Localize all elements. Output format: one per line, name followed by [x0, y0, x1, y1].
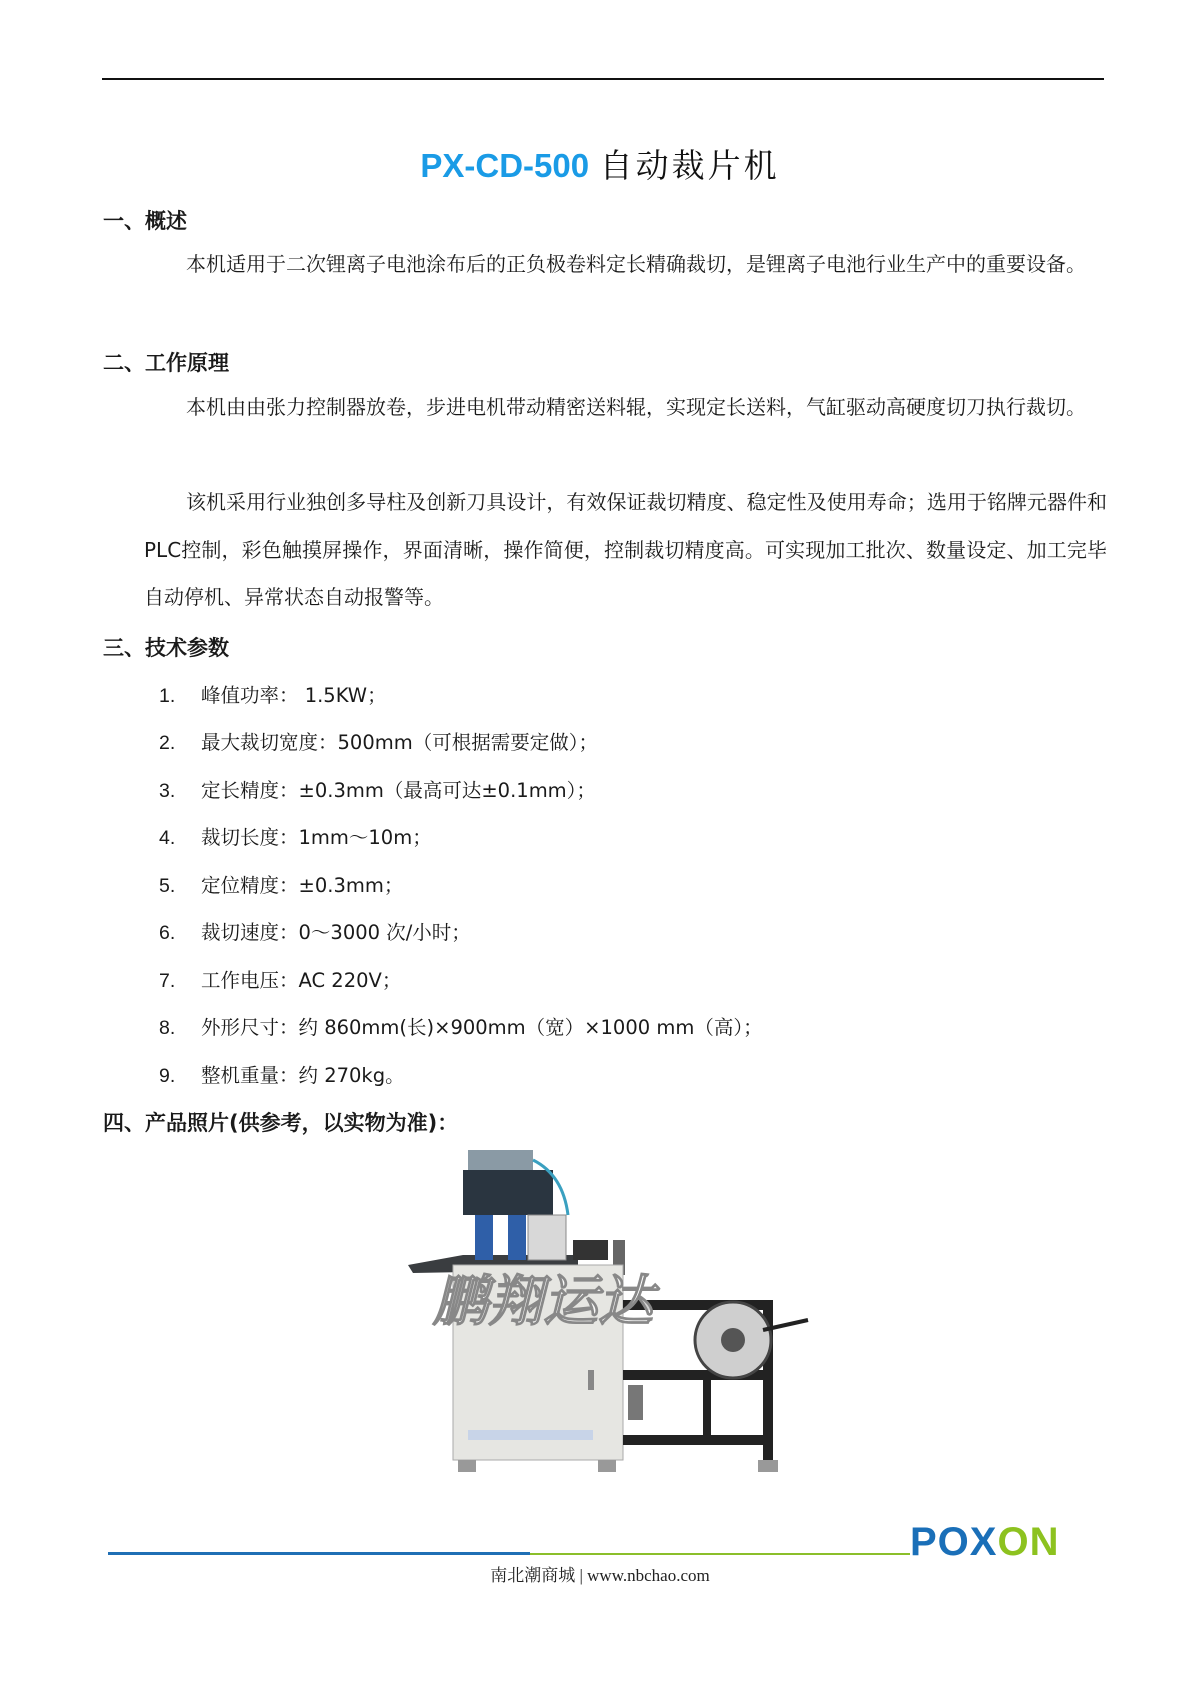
logo-part-green: ON	[997, 1520, 1060, 1564]
spec-text: 定长精度：±0.3mm（最高可达±0.1mm）；	[201, 779, 596, 802]
spec-num: 2.	[159, 732, 176, 754]
section-heading-overview: 一、概述	[103, 209, 187, 233]
principle-paragraph-1: 本机由由张力控制器放卷，步进电机带动精密送料辊，实现定长送料，气缸驱动高硬度切刀执行裁切。	[186, 395, 1086, 419]
principle-paragraph-2: 该机采用行业独创多导柱及创新刀具设计，有效保证裁切精度、稳定性及使用寿命；选用于铭牌元器件和PLC控制，彩色触摸屏操作，界面清晰，操作简便，控制裁切精度高。可实现加工批次、数量设定、加工完毕自动停机、异常状态自动报警等。	[144, 490, 1107, 609]
spec-num: 5.	[159, 875, 176, 897]
logo-part-blue: POX	[910, 1520, 998, 1564]
spec-text: 定位精度：±0.3mm；	[201, 874, 404, 897]
section-heading-principle: 二、工作原理	[103, 351, 229, 375]
spec-text: 峰值功率： 1.5KW；	[201, 684, 387, 707]
title-name: 自动裁片机	[599, 146, 780, 185]
header-rule	[102, 78, 1104, 80]
spec-item	[159, 965, 401, 993]
spec-text: 裁切长度：1mm～10m；	[201, 826, 432, 849]
spec-item	[159, 822, 432, 850]
footer-rule-green	[530, 1553, 910, 1555]
spec-item	[159, 680, 387, 708]
spec-item	[159, 727, 598, 755]
photo-watermark: 鹏翔运达	[433, 1269, 654, 1333]
spec-num: 7.	[159, 970, 176, 992]
spec-item	[159, 917, 471, 945]
spec-item	[159, 1012, 763, 1040]
spec-num: 6.	[159, 922, 176, 944]
product-photo	[403, 1145, 818, 1500]
spec-num: 4.	[159, 827, 176, 849]
spec-text: 整机重量：约 270kg。	[201, 1064, 405, 1087]
title-model: PX-CD-500	[420, 147, 590, 184]
overview-paragraph: 本机适用于二次锂离子电池涂布后的正负极卷料定长精确裁切，是锂离子电池行业生产中的重要设备。	[186, 252, 1086, 276]
spec-text: 最大裁切宽度：500mm（可根据需要定做）；	[201, 731, 598, 754]
spec-item	[159, 870, 403, 898]
spec-num: 9.	[159, 1065, 176, 1087]
page-title	[0, 140, 1200, 187]
spec-item	[159, 775, 596, 803]
section-heading-specs: 三、技术参数	[103, 636, 229, 660]
spec-text: 裁切速度：0～3000 次/小时；	[201, 921, 471, 944]
spec-item	[159, 1060, 405, 1088]
spec-num: 1.	[159, 685, 176, 707]
section-heading-photo: 四、产品照片(供参考，以实物为准)：	[103, 1111, 459, 1135]
footer-rule-blue	[108, 1552, 530, 1555]
poxon-logo	[910, 1520, 1059, 1565]
spec-num: 8.	[159, 1017, 176, 1039]
spec-text: 外形尺寸：约 860mm(长)×900mm（宽）×1000 mm（高）；	[201, 1016, 763, 1039]
footer-text: 南北潮商城 | www.nbchao.com	[490, 1566, 710, 1585]
spec-text: 工作电压：AC 220V；	[201, 969, 402, 992]
spec-num: 3.	[159, 780, 176, 802]
